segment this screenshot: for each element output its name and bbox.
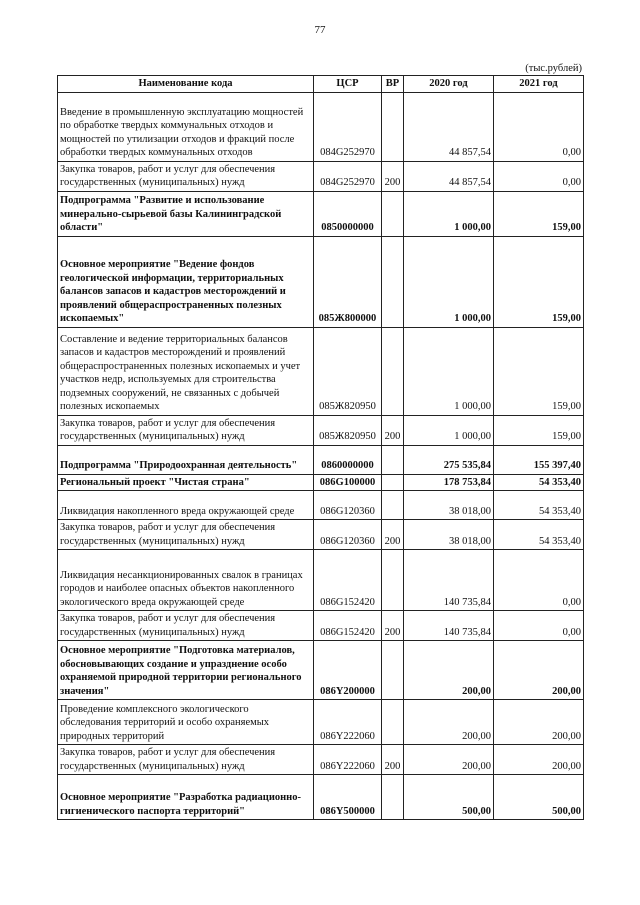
row-csr: 0860000000 — [314, 445, 382, 474]
table-row — [58, 745, 584, 775]
row-name: Составление и ведение территориальных балансов запасов и кадастров месторождений и проявлений общераспространенных полезных ископаемых и учет участков недр, используемых для строительства подземных сооружений, не связанных с добычей полезных ископаемых — [58, 327, 314, 415]
row-name: Закупка товаров, работ и услуг для обеспечения государственных (муниципальных) нужд — [58, 611, 314, 641]
row-csr: 086Y200000 — [314, 641, 382, 700]
row-vr — [382, 700, 404, 745]
row-vr — [382, 641, 404, 700]
row-vr: 200 — [382, 520, 404, 550]
row-vr: 200 — [382, 415, 404, 445]
row-2021: 0,00 — [494, 92, 584, 161]
row-csr: 084G252970 — [314, 161, 382, 191]
table-row — [58, 641, 584, 700]
row-name: Закупка товаров, работ и услуг для обеспечения государственных (муниципальных) нужд — [58, 745, 314, 775]
row-name: Основное мероприятие "Подготовка материалов, обосновывающих создание и упразднение особо охраняемой природной территории регионального значения" — [58, 641, 314, 700]
table-row — [58, 474, 584, 491]
row-2021: 159,00 — [494, 191, 584, 236]
row-2021: 200,00 — [494, 700, 584, 745]
table-row — [58, 327, 584, 415]
row-csr: 086Y222060 — [314, 745, 382, 775]
row-2021: 159,00 — [494, 236, 584, 327]
header-2021: 2021 год — [494, 76, 584, 93]
row-vr — [382, 775, 404, 820]
row-csr: 086G100000 — [314, 474, 382, 491]
row-name: Подпрограмма "Развитие и использование минерально-сырьевой базы Калининградской области" — [58, 191, 314, 236]
budget-table — [57, 75, 584, 820]
row-csr: 086G120360 — [314, 520, 382, 550]
row-2021: 0,00 — [494, 550, 584, 611]
row-vr — [382, 550, 404, 611]
table-row — [58, 491, 584, 520]
header-2020: 2020 год — [404, 76, 494, 93]
row-2021: 54 353,40 — [494, 520, 584, 550]
table-row — [58, 700, 584, 745]
row-vr — [382, 327, 404, 415]
row-2021: 54 353,40 — [494, 474, 584, 491]
row-csr: 085Ж800000 — [314, 236, 382, 327]
row-name: Основное мероприятие "Ведение фондов геологической информации, территориальных балансов запасов и кадастров месторождений и проявлений общераспространенных полезных ископаемых" — [58, 236, 314, 327]
row-2020: 38 018,00 — [404, 520, 494, 550]
table-row — [58, 161, 584, 191]
table-row — [58, 520, 584, 550]
row-2020: 200,00 — [404, 700, 494, 745]
row-csr: 085Ж820950 — [314, 327, 382, 415]
row-2020: 1 000,00 — [404, 191, 494, 236]
row-csr: 0850000000 — [314, 191, 382, 236]
row-2020: 178 753,84 — [404, 474, 494, 491]
row-csr: 086G152420 — [314, 550, 382, 611]
row-csr: 084G252970 — [314, 92, 382, 161]
row-name: Закупка товаров, работ и услуг для обеспечения государственных (муниципальных) нужд — [58, 161, 314, 191]
row-csr: 086G120360 — [314, 491, 382, 520]
row-vr — [382, 236, 404, 327]
row-name: Проведение комплексного экологического обследования территорий и особо охраняемых природных территорий — [58, 700, 314, 745]
row-2021: 500,00 — [494, 775, 584, 820]
table-row — [58, 775, 584, 820]
table-row — [58, 191, 584, 236]
table-row — [58, 550, 584, 611]
table-row — [58, 236, 584, 327]
row-name: Закупка товаров, работ и услуг для обеспечения государственных (муниципальных) нужд — [58, 520, 314, 550]
row-name: Основное мероприятие "Разработка радиационно-гигиенического паспорта территорий" — [58, 775, 314, 820]
row-2020: 38 018,00 — [404, 491, 494, 520]
row-2021: 54 353,40 — [494, 491, 584, 520]
row-name: Закупка товаров, работ и услуг для обеспечения государственных (муниципальных) нужд — [58, 415, 314, 445]
row-2020: 500,00 — [404, 775, 494, 820]
header-csr: ЦСР — [314, 76, 382, 93]
page-number: 77 — [314, 24, 326, 36]
row-2021: 0,00 — [494, 161, 584, 191]
units-label: (тыс.рублей) — [525, 63, 582, 74]
row-2020: 200,00 — [404, 641, 494, 700]
row-name: Ликвидация несанкционированных свалок в границах городов и наиболее опасных объектов накопленного экологического вреда окружающей среде — [58, 550, 314, 611]
row-vr — [382, 491, 404, 520]
row-2021: 0,00 — [494, 611, 584, 641]
header-name: Наименование кода — [58, 76, 314, 93]
row-csr: 086G152420 — [314, 611, 382, 641]
row-2021: 155 397,40 — [494, 445, 584, 474]
row-vr: 200 — [382, 745, 404, 775]
header-vr: ВР — [382, 76, 404, 93]
row-2020: 1 000,00 — [404, 236, 494, 327]
row-name: Ликвидация накопленного вреда окружающей среде — [58, 491, 314, 520]
row-2021: 200,00 — [494, 641, 584, 700]
row-vr: 200 — [382, 611, 404, 641]
row-csr: 086Y500000 — [314, 775, 382, 820]
row-name: Региональный проект "Чистая страна" — [58, 474, 314, 491]
row-name: Подпрограмма "Природоохранная деятельность" — [58, 445, 314, 474]
row-vr — [382, 92, 404, 161]
table-row — [58, 92, 584, 161]
row-vr: 200 — [382, 161, 404, 191]
table-header-row — [58, 76, 584, 93]
row-csr: 085Ж820950 — [314, 415, 382, 445]
row-2020: 275 535,84 — [404, 445, 494, 474]
table-row — [58, 415, 584, 445]
row-2020: 140 735,84 — [404, 550, 494, 611]
row-name: Введение в промышленную эксплуатацию мощностей по обработке твердых коммунальных отходов и мощностей по утилизации отходов и фракций после обработки твердых коммунальных отходов — [58, 92, 314, 161]
row-2021: 159,00 — [494, 415, 584, 445]
row-2020: 44 857,54 — [404, 161, 494, 191]
row-2021: 159,00 — [494, 327, 584, 415]
row-2020: 44 857,54 — [404, 92, 494, 161]
row-csr: 086Y222060 — [314, 700, 382, 745]
row-2021: 200,00 — [494, 745, 584, 775]
table-row — [58, 445, 584, 474]
row-2020: 140 735,84 — [404, 611, 494, 641]
row-2020: 1 000,00 — [404, 415, 494, 445]
row-2020: 200,00 — [404, 745, 494, 775]
row-vr — [382, 474, 404, 491]
row-2020: 1 000,00 — [404, 327, 494, 415]
row-vr — [382, 445, 404, 474]
table-row — [58, 611, 584, 641]
row-vr — [382, 191, 404, 236]
